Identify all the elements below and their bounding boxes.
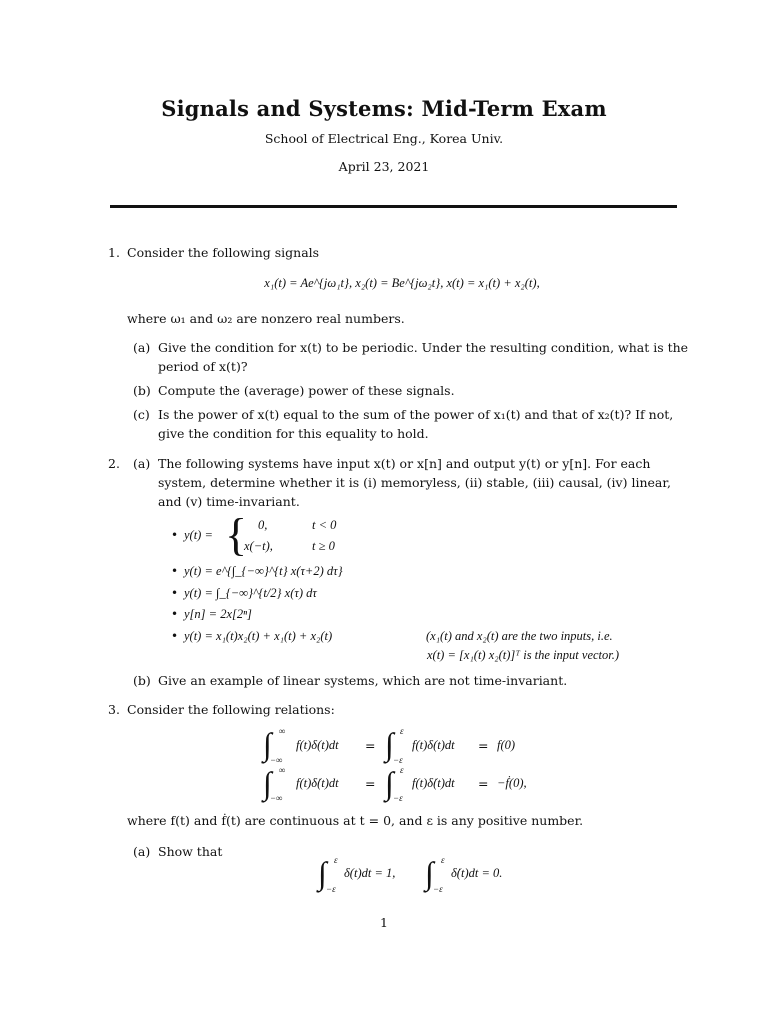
q2-case1-value: 0,	[258, 518, 268, 532]
exam-title: Signals and Systems: Mid-Term Exam	[161, 96, 607, 121]
integral-lower-limit: −ε	[393, 793, 403, 803]
q2-system-5-note-2: x(t) = [x₁(t) x₂(t)]ᵀ is the input vector.)	[427, 648, 620, 662]
q3-number: 3.	[108, 702, 120, 717]
q1-number: 1.	[108, 245, 120, 260]
q2-case1-cond: t < 0	[312, 518, 337, 532]
q1c-line1: Is the power of x(t) equal to the sum of the power of x₁(t) and that of x₂(t)? If not,	[158, 407, 674, 422]
q2-case2-cond: t ≥ 0	[312, 539, 335, 553]
integral-lower-limit: −∞	[270, 755, 283, 765]
q3-row2-eq1: =	[365, 776, 376, 791]
integral-upper-limit: ∞	[279, 765, 286, 775]
integral-sign: ∫	[318, 855, 327, 891]
q3a-text: Show that	[158, 844, 223, 859]
q3-row1-eq1: =	[365, 738, 376, 753]
q1c-label: (c)	[133, 407, 150, 422]
integral-sign: ∫	[263, 726, 272, 762]
q2-system-5-note-1: (x₁(t) and x₂(t) are the two inputs, i.e.	[426, 629, 613, 643]
bullet-4: •	[171, 607, 179, 621]
integral-sign: ∫	[385, 726, 394, 762]
q2-system-2: y(t) = e^{∫_{−∞}^{t} x(τ+2) dτ}	[184, 564, 343, 578]
q1a-line1: Give the condition for x(t) to be periodic. Under the resulting condition, what is the	[158, 340, 689, 355]
integral-lower-limit: −ε	[433, 884, 443, 894]
q3-row1-lhs: f(t)δ(t)dt	[296, 738, 339, 752]
q2b-label: (b)	[133, 673, 151, 688]
exam-date: April 23, 2021	[338, 159, 430, 174]
q2-system-3: y(t) = ∫_{−∞}^{t/2} x(τ) dτ	[184, 586, 317, 600]
q1c-line2: give the condition for this equality to hold.	[158, 426, 429, 441]
q1-equation: x₁(t) = Ae^{jω₁t}, x₂(t) = Be^{jω₂t}, x(t) = x₁(t) + x₂(t),	[264, 276, 540, 290]
q2-piecewise-lhs: y(t) =	[184, 528, 213, 542]
bullet-3: •	[171, 586, 179, 600]
integral-lower-limit: −ε	[393, 755, 403, 765]
q2a-line1: The following systems have input x(t) or x[n] and output y(t) or y[n]. For each	[158, 456, 651, 471]
q1a-label: (a)	[133, 340, 151, 355]
integral-upper-limit: ε	[334, 855, 338, 865]
exam-school: School of Electrical Eng., Korea Univ.	[264, 131, 504, 146]
q2a-line3: and (v) time-invariant.	[158, 494, 300, 509]
q3-row1-eq2: =	[478, 738, 489, 753]
q3-where: where f(t) and ḟ(t) are continuous at t = 0, and ε is any positive number.	[127, 813, 584, 828]
q3-row1-mid: f(t)δ(t)dt	[412, 738, 455, 752]
q2b-text: Give an example of linear systems, which are not time-invariant.	[158, 673, 568, 688]
integral-sign: ∫	[263, 765, 272, 801]
q2-system-4: y[n] = 2x[2ⁿ]	[184, 607, 252, 621]
piecewise-brace: {	[225, 509, 248, 560]
integral-upper-limit: ε	[441, 855, 445, 865]
integral-upper-limit: ε	[400, 765, 404, 775]
q1b-line1: Compute the (average) power of these signals.	[158, 383, 455, 398]
q1-where: where ω₁ and ω₂ are nonzero real numbers.	[127, 311, 405, 326]
integral-lower-limit: −ε	[326, 884, 336, 894]
q3a-show-2: δ̇(t)dt = 0.	[451, 866, 503, 880]
q3-row1-rhs: f(0)	[497, 738, 516, 752]
bullet-1: •	[171, 528, 179, 542]
q2a-line2: system, determine whether it is (i) memoryless, (ii) stable, (iii) causal, (iv) linear,	[158, 475, 671, 490]
q1-intro: Consider the following signals	[127, 245, 320, 260]
q2a-label: (a)	[133, 456, 151, 471]
q2-number: 2.	[108, 456, 120, 471]
q3a-label: (a)	[133, 844, 151, 859]
integral-sign: ∫	[385, 765, 394, 801]
page-number: 1	[380, 915, 388, 930]
q2-case2-value: x(−t),	[244, 539, 273, 553]
q3-row2-eq2: =	[478, 776, 489, 791]
header-rule	[110, 205, 677, 208]
bullet-5: •	[171, 629, 179, 643]
q3-row2-lhs: f(t)δ̇(t)dt	[296, 776, 339, 790]
integral-lower-limit: −∞	[270, 793, 283, 803]
q1a-line2: period of x(t)?	[158, 359, 248, 374]
q3-row2-rhs: −ḟ(0),	[497, 776, 527, 790]
q3-intro: Consider the following relations:	[127, 702, 335, 717]
bullet-2: •	[171, 564, 179, 578]
integral-upper-limit: ∞	[279, 726, 286, 736]
q3-row2-mid: f(t)δ̇(t)dt	[412, 776, 455, 790]
q3a-show-1: δ(t)dt = 1,	[344, 866, 396, 880]
q1b-label: (b)	[133, 383, 151, 398]
q2-system-5: y(t) = x₁(t)x₂(t) + x₁(t) + x₂(t)	[184, 629, 333, 643]
integral-sign: ∫	[425, 855, 434, 891]
integral-upper-limit: ε	[400, 726, 404, 736]
